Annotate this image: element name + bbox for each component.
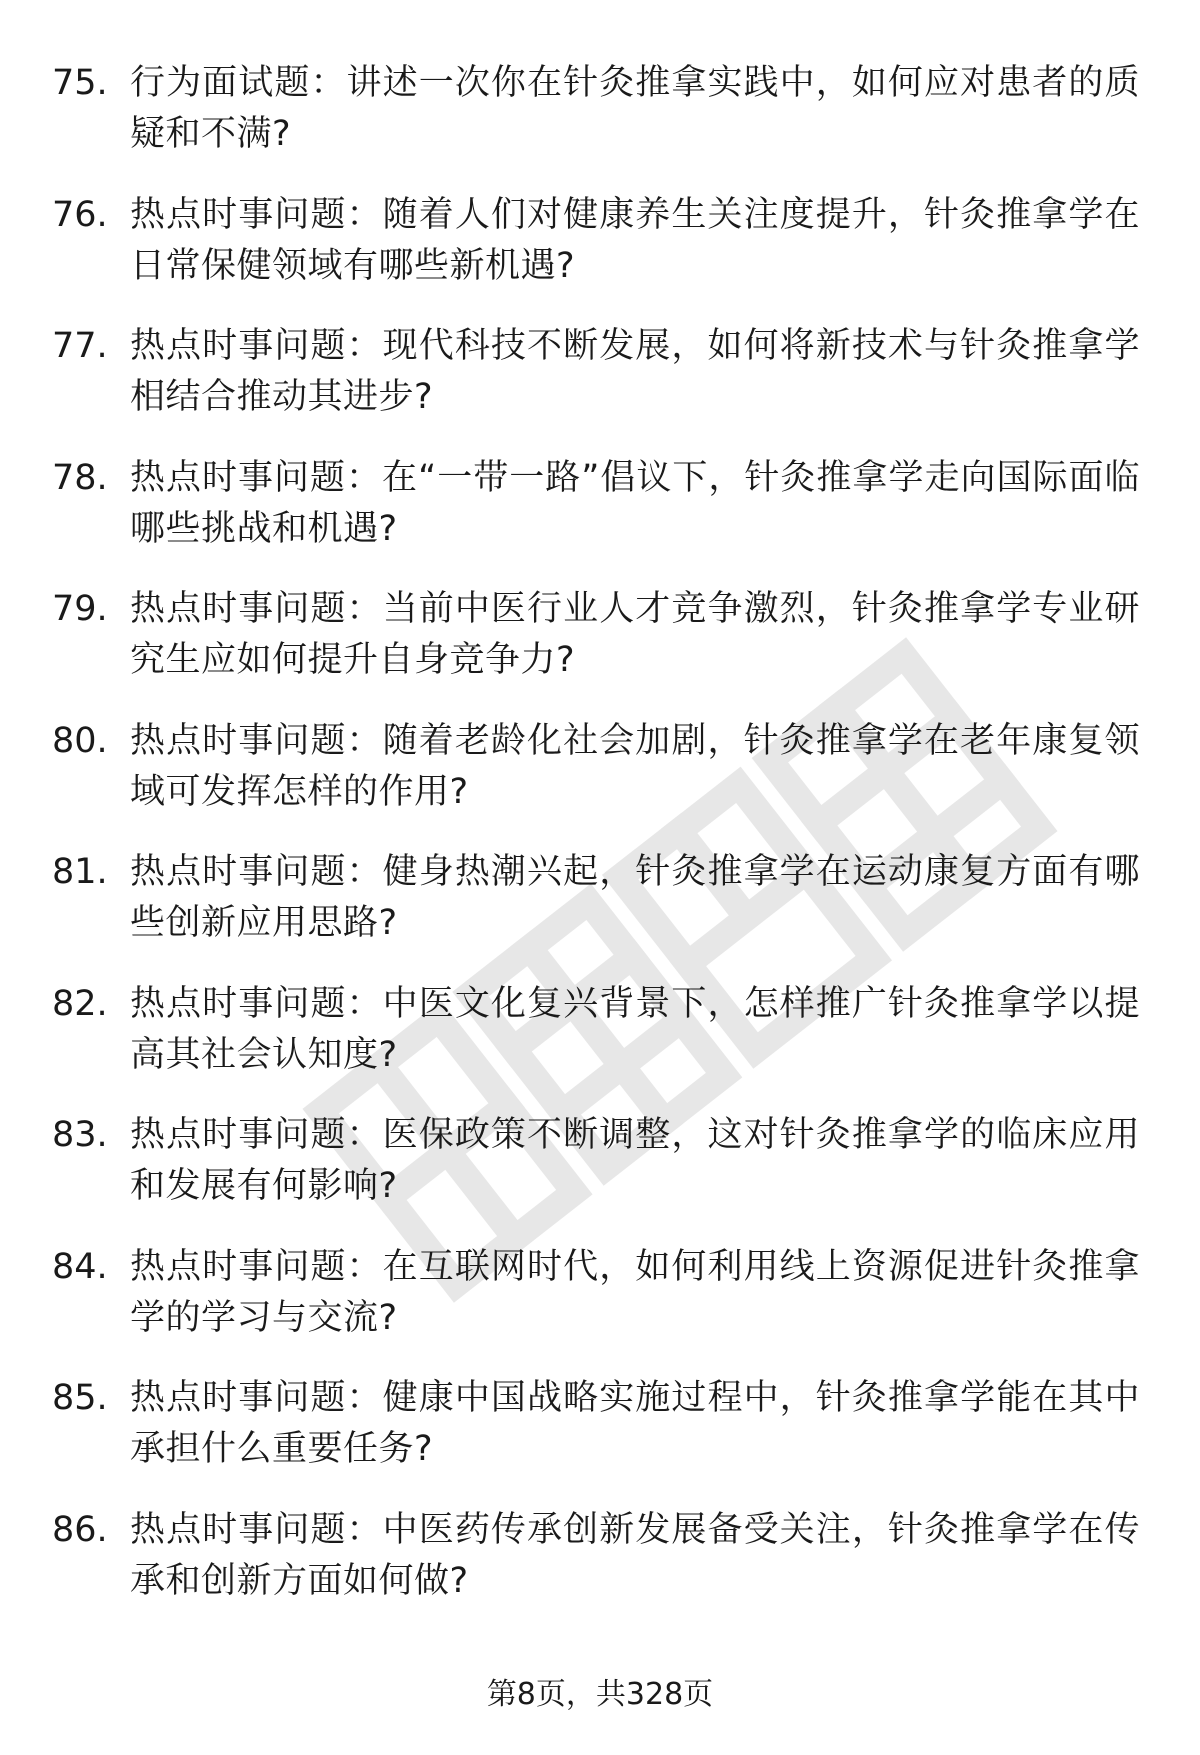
question-number: 76. (52, 194, 108, 235)
question-number: 78. (52, 457, 108, 498)
question-text: 行为面试题：讲述一次你在针灸推拿实践中，如何应对患者的质疑和不满? (130, 63, 1140, 154)
question-text: 热点时事问题：中医文化复兴背景下，怎样推广针灸推拿学以提高其社会认知度? (130, 983, 1140, 1075)
question-number: 80. (52, 720, 108, 761)
list-item (0, 190, 1200, 322)
list-item (0, 453, 1200, 585)
list-item (0, 1110, 1200, 1242)
question-number: 79. (52, 589, 108, 629)
list-item (0, 1373, 1200, 1505)
question-number: 82. (52, 983, 108, 1024)
question-text: 热点时事问题：健康中国战略实施过程中，针灸推拿学能在其中承担什么重要任务? (130, 1378, 1140, 1469)
question-number: 75. (52, 63, 108, 103)
question-number: 85. (52, 1378, 108, 1418)
question-text: 热点时事问题：中医药传承创新发展备受关注，针灸推拿学在传承和创新方面如何做? (130, 1509, 1140, 1601)
list-item (0, 979, 1200, 1111)
list-item (0, 716, 1200, 848)
question-text: 热点时事问题：在“一带一路”倡议下，针灸推拿学走向国际面临哪些挑战和机遇? (130, 457, 1140, 549)
list-item (0, 847, 1200, 979)
question-text: 热点时事问题：随着人们对健康养生关注度提升，针灸推拿学在日常保健领域有哪些新机遇? (130, 194, 1140, 286)
question-text: 热点时事问题：当前中医行业人才竞争激烈，针灸推拿学专业研究生应如何提升自身竞争力? (130, 589, 1140, 680)
question-text: 热点时事问题：随着老龄化社会加剧，针灸推拿学在老年康复领域可发挥怎样的作用? (130, 720, 1140, 812)
question-text: 热点时事问题：健身热潮兴起，针灸推拿学在运动康复方面有哪些创新应用思路? (130, 852, 1140, 943)
question-number: 81. (52, 852, 108, 892)
page-number: 第8页，共328页 (486, 1677, 714, 1712)
question-number: 77. (52, 326, 108, 366)
list-item (0, 1242, 1200, 1374)
list-item (0, 321, 1200, 453)
list-item (0, 58, 1200, 190)
question-number: 83. (52, 1115, 108, 1155)
question-text: 热点时事问题：在互联网时代，如何利用线上资源促进针灸推拿学的学习与交流? (130, 1246, 1140, 1338)
list-item (0, 1505, 1200, 1637)
question-number: 86. (52, 1509, 108, 1550)
question-list (0, 58, 1200, 1636)
question-text: 热点时事问题：现代科技不断发展，如何将新技术与针灸推拿学相结合推动其进步? (130, 326, 1140, 417)
question-text: 热点时事问题：医保政策不断调整，这对针灸推拿学的临床应用和发展有何影响? (130, 1115, 1140, 1206)
list-item (0, 584, 1200, 716)
question-number: 84. (52, 1246, 108, 1287)
